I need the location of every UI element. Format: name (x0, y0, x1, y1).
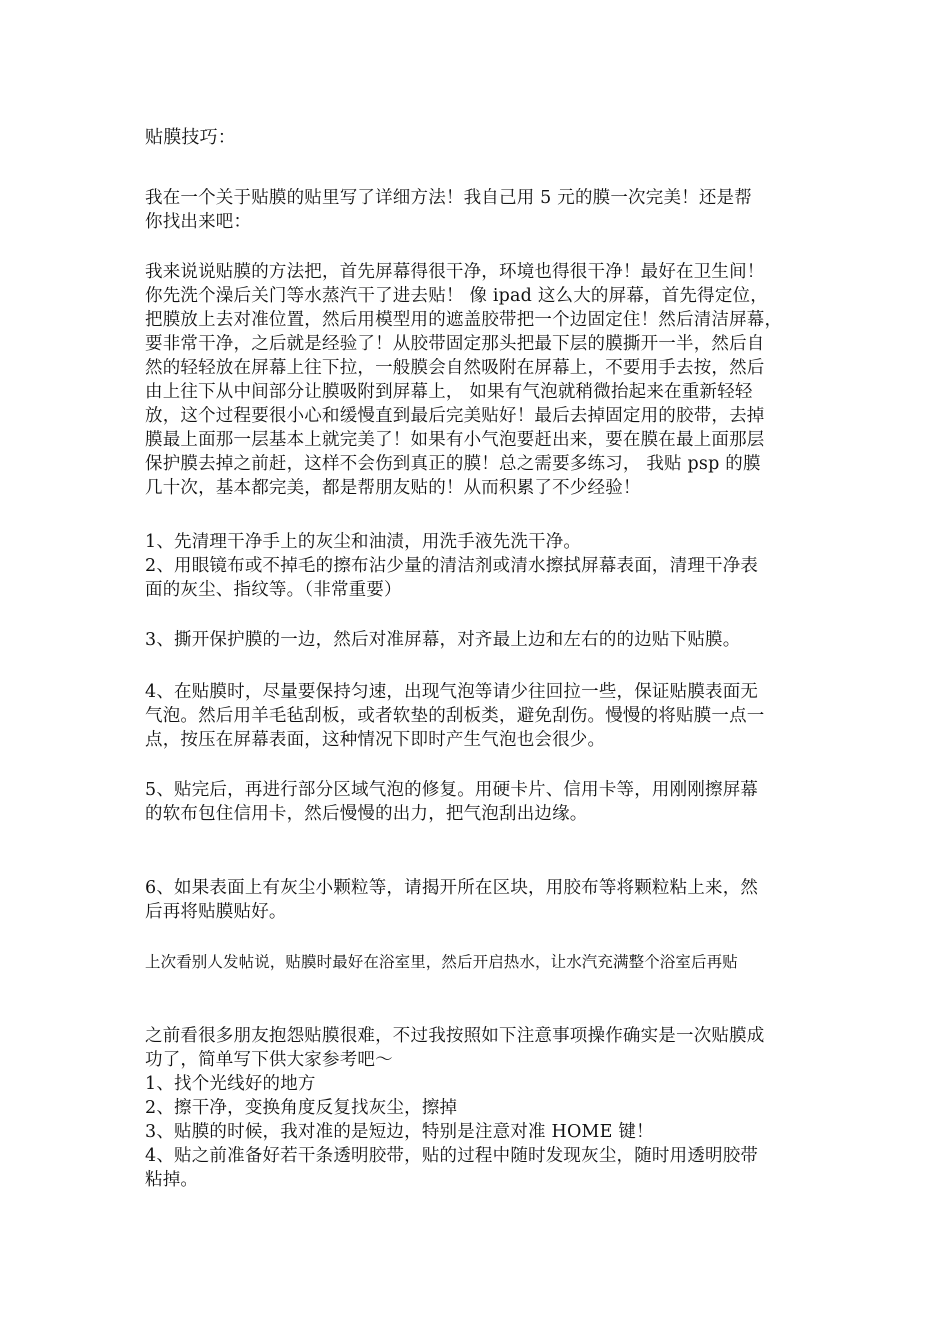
step-4-continued: 点，按压在屏幕表面，这种情况下即时产生气泡也会很少。 (145, 730, 606, 750)
method-line: 你先洗个澡后关门等水蒸汽干了进去贴！ 像 ipad 这么大的屏幕，首先得定位， (145, 286, 768, 306)
tips-item: 1、找个光线好的地方 (145, 1074, 316, 1094)
tips-item-continued: 粘掉。 (145, 1170, 199, 1190)
intro-line: 你找出来吧： (145, 212, 252, 232)
step-1: 1、先清理干净手上的灰尘和油渍，用洗手液先洗干净。 (145, 532, 582, 552)
method-line: 几十次，基本都完美，都是帮朋友贴的！从而积累了不少经验！ (145, 478, 641, 498)
tips-item: 2、擦干净，变换角度反复找灰尘，擦掉 (145, 1098, 458, 1118)
tips-line: 之前看很多朋友抱怨贴膜很难，不过我按照如下注意事项操作确实是一次贴膜成 (145, 1026, 765, 1046)
step-3: 3、撕开保护膜的一边，然后对准屏幕，对齐最上边和左右的的边贴下贴膜。 (145, 630, 741, 650)
step-4: 4、在贴膜时，尽量要保持匀速，出现气泡等请少往回拉一些，保证贴膜表面无 (145, 682, 759, 702)
step-5: 5、贴完后，再进行部分区域气泡的修复。用硬卡片、信用卡等，用刚刚擦屏幕 (145, 780, 759, 800)
method-line: 然的轻轻放在屏幕上往下拉，一般膜会自然吸附在屏幕上，不要用手去按，然后 (145, 358, 765, 378)
method-line: 保护膜去掉之前赶，这样不会伤到真正的膜！总之需要多练习， 我贴 psp 的膜 (145, 454, 761, 474)
note-line: 上次看别人发帖说，贴膜时最好在浴室里，然后开启热水，让水汽充满整个浴室后再贴 (145, 953, 738, 971)
step-2-continued: 面的灰尘、指纹等。（非常重要） (145, 580, 402, 600)
method-line: 我来说说贴膜的方法把，首先屏幕得很干净，环境也得很干净！最好在卫生间！ (145, 262, 765, 282)
step-6-continued: 后再将贴膜贴好。 (145, 902, 287, 922)
page-title: 贴膜技巧： (145, 127, 236, 148)
tips-item: 4、贴之前准备好若干条透明胶带，贴的过程中随时发现灰尘，随时用透明胶带 (145, 1146, 759, 1166)
method-line: 由上往下从中间部分让膜吸附到屏幕上， 如果有气泡就稍微抬起来在重新轻轻 (145, 382, 753, 402)
method-line: 把膜放上去对准位置，然后用模型用的遮盖胶带把一个边固定住！然后清洁屏幕， (145, 310, 783, 330)
step-4-continued: 气泡。然后用羊毛毡刮板，或者软垫的刮板类，避免刮伤。慢慢的将贴膜一点一 (145, 706, 765, 726)
step-6: 6、如果表面上有灰尘小颗粒等，请揭开所在区块，用胶布等将颗粒粘上来，然 (145, 878, 759, 898)
step-5-continued: 的软布包住信用卡，然后慢慢的出力，把气泡刮出边缘。 (145, 804, 588, 824)
method-line: 放，这个过程要很小心和缓慢直到最后完美贴好！最后去掉固定用的胶带，去掉 (145, 406, 765, 426)
method-line: 要非常干净，之后就是经验了！从胶带固定那头把最下层的膜撕开一半，然后自 (145, 334, 765, 354)
tips-line: 功了，简单写下供大家参考吧～ (145, 1050, 393, 1070)
step-2: 2、用眼镜布或不掉毛的擦布沾少量的清洁剂或清水擦拭屏幕表面，清理干净表 (145, 556, 759, 576)
intro-line: 我在一个关于贴膜的贴里写了详细方法！我自己用 5 元的膜一次完美！还是帮 (145, 188, 752, 208)
tips-item: 3、贴膜的时候，我对准的是短边，特别是注意对准 HOME 键！ (145, 1122, 654, 1142)
method-line: 膜最上面那一层基本上就完美了！如果有小气泡要赶出来，要在膜在最上面那层 (145, 430, 765, 450)
